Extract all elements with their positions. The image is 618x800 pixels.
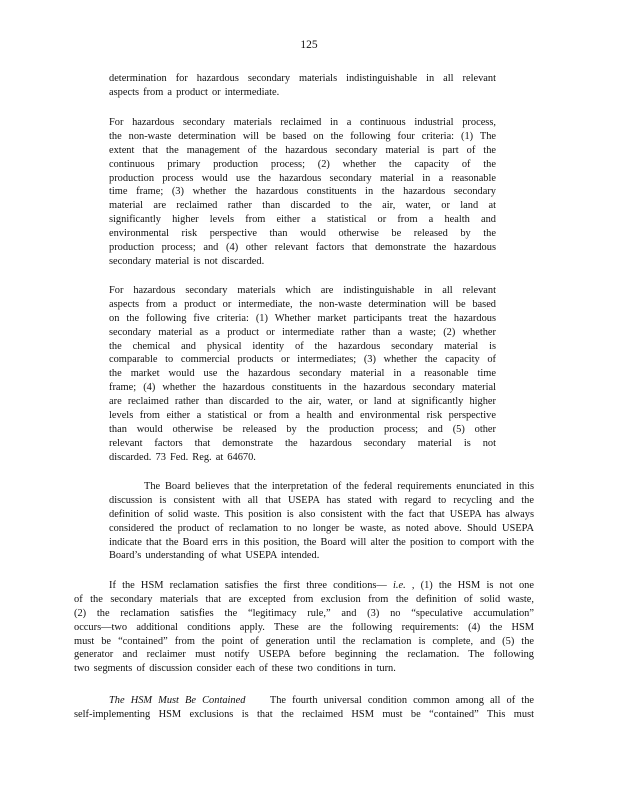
text-line: two segments of discussion consider each of these two conditions in turn. <box>74 663 396 675</box>
text-fragment: The fourth universal condition common among all of the <box>269 695 534 706</box>
text-line: Board’s understanding of what USEPA intended. <box>109 550 320 562</box>
text-line: aspects from a product or intermediate, the non-waste determination will be based <box>109 298 496 310</box>
text-line: secondary material as a product or intermediate rather than a waste; (2) whether <box>109 326 496 338</box>
text-line <box>74 694 534 708</box>
text-line: on the following five criteria: (1) Whether market participants treat the hazardous <box>109 312 496 324</box>
page-number: 125 <box>300 39 318 51</box>
text-line: indicate that the Board errs in this position, the Board will alter the position to comport with the <box>109 536 534 548</box>
text-line: continuous primary production process; (2) whether the capacity of the <box>109 158 496 170</box>
text-line: the market would use the hazardous secondary material in a reasonable time <box>109 368 496 380</box>
text-line: determination for hazardous secondary materials indistinguishable in all relevant <box>109 73 496 84</box>
text-line: environmental risk perspective than would otherwise be released by the <box>109 228 496 240</box>
text-line: levels from either a statistical or from a health and environmental risk perspective <box>109 410 496 422</box>
text-line: time frame; (3) whether the hazardous constituents in the hazardous secondary <box>109 186 496 198</box>
text-line: definition of solid waste. This position is also consistent with the fact that USEPA has always <box>109 508 534 520</box>
text-line: (2) the reclamation satisfies the “legitimacy rule,” and (3) no “speculative accumulation” <box>74 607 534 619</box>
text-line: the non-waste determination will be based on the following four criteria: (1) The <box>109 130 496 142</box>
text-line: For hazardous secondary materials reclaimed in a continuous industrial process, <box>109 117 496 128</box>
text-line: frame; (4) whether the hazardous constituents in the hazardous secondary material <box>109 382 496 394</box>
text-line: discussion is consistent with all that USEPA has stated with regard to recycling and the <box>109 494 534 506</box>
section-heading: The HSM Must Be Contained <box>109 695 246 706</box>
text-line: are reclaimed rather than discarded to the air, water, or land at significantly higher <box>109 396 496 408</box>
text-fragment: If the HSM reclamation satisfies the first three conditions— <box>109 580 387 591</box>
text-line: secondary material is not discarded. <box>109 255 265 267</box>
text-line: The Board believes that the interpretation of the federal requirements enunciated in this <box>144 481 534 492</box>
text-line: material are reclaimed rather than discarded to the air, water, or land at <box>109 200 496 212</box>
quote-paragraph-3 <box>109 284 496 465</box>
text-line: of the secondary materials that are excepted from exclusion from the definition of solid waste, <box>74 593 534 605</box>
text-fragment: , (1) the HSM is not one <box>411 580 534 591</box>
text-line: For hazardous secondary materials which are indistinguishable in all relevant <box>109 285 496 296</box>
text-line: than would otherwise be released by the production process; and (5) other <box>109 423 496 435</box>
text-line: considered the product of reclamation to no longer be waste, as noted above. Should USEPA <box>109 522 534 534</box>
text-line: discarded. 73 Fed. Reg. at 64670. <box>109 451 256 463</box>
text-line: the chemical and physical identity of the hazardous secondary material is <box>109 340 496 352</box>
body-paragraph-3 <box>74 694 534 722</box>
text-line: production process; and (4) other relevant factors that demonstrate the hazardous <box>109 242 496 254</box>
quote-paragraph-2 <box>109 116 496 269</box>
ie-abbreviation: i.e. <box>393 580 406 591</box>
text-line: comparable to commercial products or intermediates; (3) whether the capacity of <box>109 354 496 366</box>
body-paragraph-1 <box>74 480 534 563</box>
text-line: extent that the management of the hazardous secondary material is part of the <box>109 144 496 156</box>
text-line: relevant factors that demonstrate the hazardous secondary material is not <box>109 437 496 449</box>
text-line: occurs—two additional conditions apply. These are the following requirements: (4) the HSM <box>74 621 534 633</box>
text-line: significantly higher levels from either a statistical or from a health and <box>109 214 496 226</box>
body-paragraph-2 <box>74 579 534 676</box>
text-line: generator and reclaimer must notify USEPA before beginning the reclamation. The following <box>74 649 534 661</box>
quote-paragraph-1 <box>109 72 496 100</box>
text-line: self-implementing HSM exclusions is that the reclaimed HSM must be “contained” This must <box>74 708 534 720</box>
text-line <box>74 579 534 593</box>
text-line: production process would use the hazardous secondary material in a reasonable <box>109 172 496 184</box>
text-line: aspects from a product or intermediate. <box>109 86 280 98</box>
text-line: must be “contained” from the point of generation until the reclamation is complete, and (5) the <box>74 635 534 647</box>
